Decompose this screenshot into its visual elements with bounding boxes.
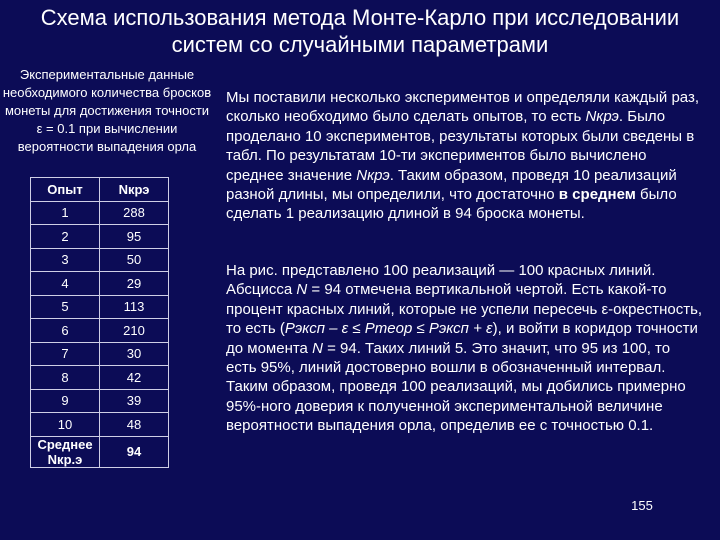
experiment-number: 2 [31,225,100,249]
slide-title [0,4,720,58]
para2-text-5: Таким образом, проведя 100 реализаций, мы добились примерно 95%-ного доверия к полученной экспериментальной величине вероятности выпадения орла, определив ее с точностью 0.1. [226,378,686,435]
average-value: 94 [100,436,169,467]
experiment-number: 6 [31,319,100,343]
table-row [31,389,169,413]
table-row [31,366,169,390]
para1-bold: в среднем [558,186,636,204]
table-row [31,342,169,366]
experiment-number: 8 [31,366,100,390]
nkr-value: 29 [100,272,169,296]
table-row [31,272,169,296]
paragraph-2 [226,261,704,436]
experiment-number: 5 [31,295,100,319]
para2-text-2: = 94 отмечена вертикальной чертой. Есть какой-то процент красных линий, которые не успели пересечь ε-окрестность, то есть ( [226,281,703,338]
experiment-number: 7 [31,342,100,366]
header-experiment: Опыт [31,178,100,202]
table-row [31,319,169,343]
page-number: 155 [631,498,653,513]
average-label: Среднее Nкр.э [31,436,100,467]
table-row [31,248,169,272]
experiment-number: 3 [31,248,100,272]
para1-text-2: . Было проделано 10 экспериментов, результаты которых были сведены в табл. По результатам 10-ти экспериментов было вычислено среднее значение [226,108,695,184]
table-header-row [31,178,169,202]
para1-nkr-1: Nкрэ [585,108,619,126]
para1-text-1: Мы поставили несколько экспериментов и определяли каждый раз, сколько необходимо было сделать опытов, то есть [226,89,700,126]
nkr-value: 30 [100,342,169,366]
nkr-value: 95 [100,225,169,249]
table-caption: Экспериментальные данные необходимого количества бросков монеты для достижения точности ε = 0.1 при вычислении вероятности выпадения орла [2,67,212,154]
title-line-2: систем со случайными параметрами [171,32,549,57]
nkr-value: 48 [100,413,169,437]
para2-n-1: N [296,281,308,299]
table-row [31,201,169,225]
experiment-number: 9 [31,389,100,413]
para2-text-1: На рис. представлено 100 реализаций — 100 красных линий. Абсцисса [226,262,656,299]
experiment-number: 4 [31,272,100,296]
table-row [31,295,169,319]
nkr-value: 210 [100,319,169,343]
title-line-1: Схема использования метода Монте-Карло при исследовании [40,5,680,30]
para1-text-3: . Таким образом, проведя 10 реализаций разной длины, мы определили, что достаточно [226,166,677,204]
table-row [31,225,169,249]
para2-text-4: = 94. Таких линий 5. Это значит, что 95 из 100, то есть 95%, линий достоверно вошли в обозначенный интервал. [226,339,671,377]
nkr-value: 42 [100,366,169,390]
nkr-value: 288 [100,201,169,225]
experiment-number: 1 [31,201,100,225]
paragraph-1 [226,88,704,224]
header-nkr: Nкрэ [100,178,169,202]
para2-n-2: N [312,339,323,357]
experiments-table [30,177,169,468]
para2-text-3: ), и войти в коридор точности до момента [226,320,698,357]
para2-formula: Pэксп – ε ≤ Pтеор ≤ Pэксп + ε [284,320,493,338]
table-row [31,413,169,437]
nkr-value: 39 [100,389,169,413]
table-footer-row [31,436,169,467]
nkr-value: 113 [100,295,169,319]
para1-text-4: было сделать 1 реализацию длиной в 94 броска монеты. [226,186,677,223]
nkr-value: 50 [100,248,169,272]
para1-nkr-2: Nкрэ [356,166,390,184]
experiment-number: 10 [31,413,100,437]
